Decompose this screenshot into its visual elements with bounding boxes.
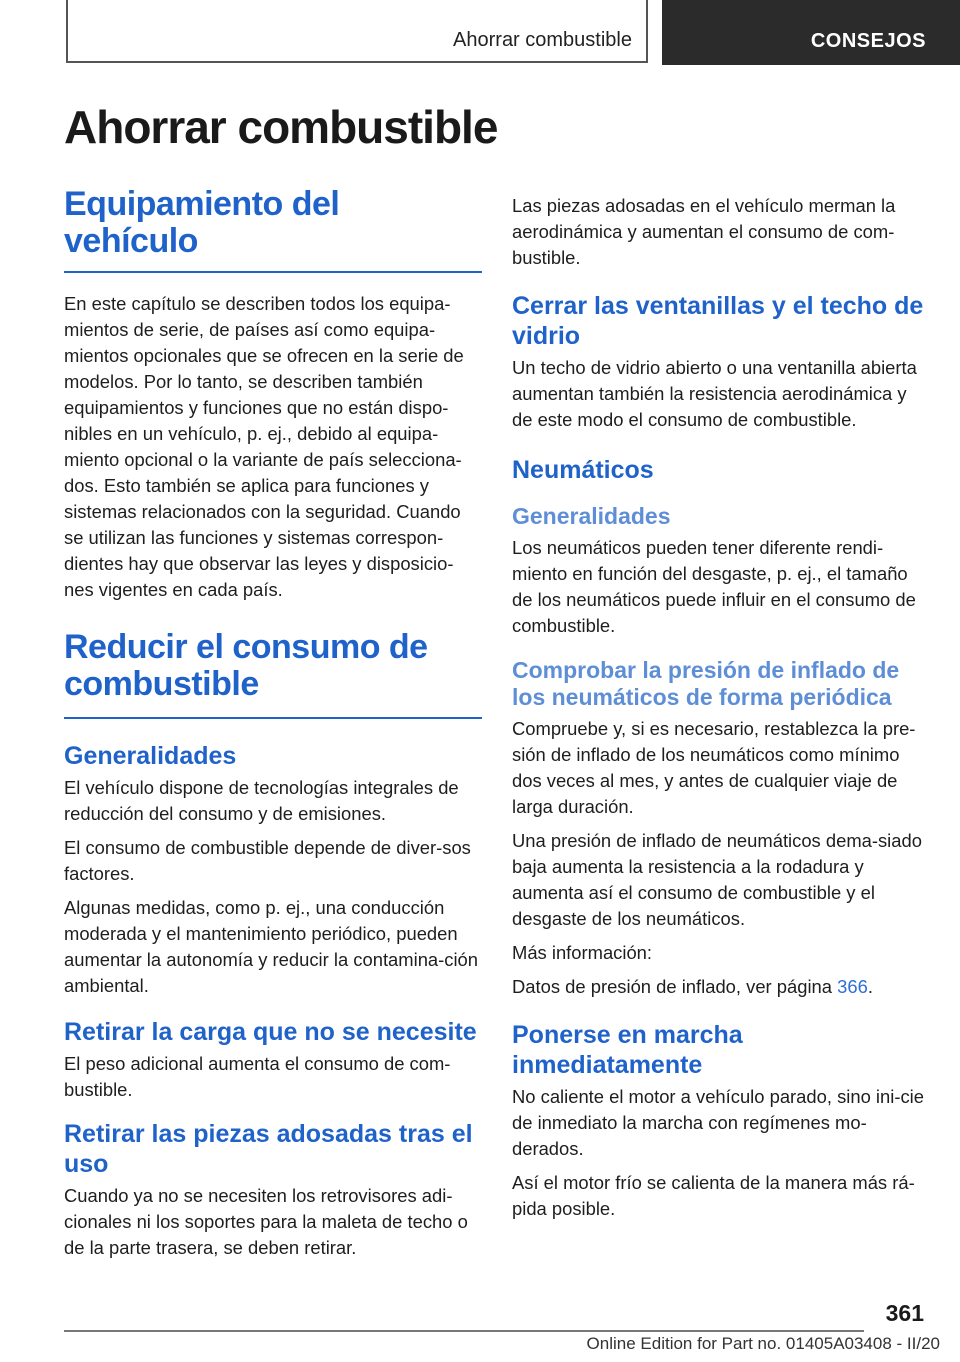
heading-equipamiento: Equipamiento del vehículo: [64, 186, 482, 273]
paragraph-datos-presion: [512, 974, 930, 1000]
paragraph-generalidades-3: Algunas medidas, como p. ej., una conducción moderada y el mantenimiento periódico, pueden aumentar la autonomía y reducir la contamina-ción ambiental.: [64, 896, 479, 996]
paragraph-retirar-piezas: Cuando ya no se necesiten los retrovisores adi-cionales ni los soportes para la maleta de techo o de la parte trasera, se deben retirar.: [64, 1184, 468, 1258]
datos-presion-period: .: [867, 975, 873, 997]
chapter-tab: [662, 0, 960, 65]
heading-comprobar-presion: Comprobar la presión de inflado de los neumáticos de forma periódica: [512, 656, 900, 711]
heading-neumaticos-generalidades: Generalidades: [512, 503, 671, 529]
paragraph-equipamiento: En este capítulo se describen todos los equipa-mientos de serie, de países así como equipa-mientos opcionales que se ofrecen en la serie de modelos. Por lo tanto, se describen también equipamientos y funciones que no están dispo-nibles en un vehículo, p. ej., debido al equipa-miento opcional o la variante de país selecciona-dos. Esto también se aplica para funciones y sistemas relacionados con la seguridad. Cuando se utilizan las funciones y sistemas correspon-dientes hay que observar las leyes y disposicio-nes vigentes en cada país.: [64, 293, 464, 601]
heading-retirar-piezas: Retirar las piezas adosadas tras el uso: [64, 1119, 473, 1178]
paragraph-generalidades-1: El vehículo dispone de tecnologías integrales de reducción del consumo y de emisiones.: [64, 776, 459, 824]
heading-retirar-carga: Retirar la carga que no se necesite: [64, 1017, 477, 1046]
heading-neumaticos: Neumáticos: [512, 456, 654, 484]
paragraph-comprobar-1: Compruebe y, si es necesario, restablezca la pre-sión de inflado de los neumáticos como mínimo dos veces al mes, y antes de cualquier viaje de larga duración.: [512, 717, 916, 817]
paragraph-neumaticos-generalidades: Los neumáticos pueden tener diferente rendi-miento en función del desgaste, p. ej., el tamaño de los neumáticos puede influir en el consumo de combustible.: [512, 536, 916, 636]
edition-footer: Online Edition for Part no. 01405A03408 - II/20: [586, 1334, 940, 1353]
page-title: Ahorrar combustible: [64, 101, 498, 153]
paragraph-generalidades-2: El consumo de combustible depende de diver-sos factores.: [64, 836, 471, 884]
section-tab: [66, 0, 648, 63]
heading-ponerse-en-marcha: Ponerse en marcha inmediatamente: [512, 1020, 743, 1079]
heading-reducir-consumo: Reducir el consumo de combustible: [64, 629, 482, 718]
heading-cerrar-ventanillas: Cerrar las ventanillas y el techo de vidrio: [512, 292, 924, 350]
chapter-tab-label: CONSEJOS: [810, 30, 926, 52]
footer-divider: [64, 1330, 864, 1332]
paragraph-comprobar-2: Una presión de inflado de neumáticos dema-siado baja aumenta la resistencia a la rodadura y aumenta así el consumo de combustible y el desgaste de los neumáticos.: [512, 829, 922, 929]
left-column: [64, 186, 482, 1261]
paragraph-ponerse-1: No caliente el motor a vehículo parado, sino ini-cie de inmediato la marcha con regímenes mo-derados.: [512, 1085, 924, 1159]
paragraph-mas-informacion: Más información:: [512, 941, 653, 963]
paragraph-cerrar-ventanillas: Un techo de vidrio abierto o una ventanilla abierta aumentan también la resistencia aerodinámica y de este modo el consumo de combustible.: [512, 357, 917, 430]
paragraph-retirar-carga: El peso adicional aumenta el consumo de com-bustible.: [64, 1052, 451, 1100]
section-tab-label: Ahorrar combustible: [453, 29, 632, 51]
page-link-366[interactable]: 366: [837, 975, 868, 997]
page-number: 361: [885, 1300, 924, 1326]
datos-presion-text: Datos de presión de inflado, ver página: [512, 975, 838, 997]
right-column: [512, 193, 930, 1222]
heading-generalidades: Generalidades: [64, 741, 237, 770]
paragraph-piezas-continuacion: Las piezas adosadas en el vehículo merman la aerodinámica y aumentan el consumo de com-bustible.: [512, 195, 896, 268]
paragraph-ponerse-2: Así el motor frío se calienta de la manera más rá-pida posible.: [512, 1171, 915, 1219]
